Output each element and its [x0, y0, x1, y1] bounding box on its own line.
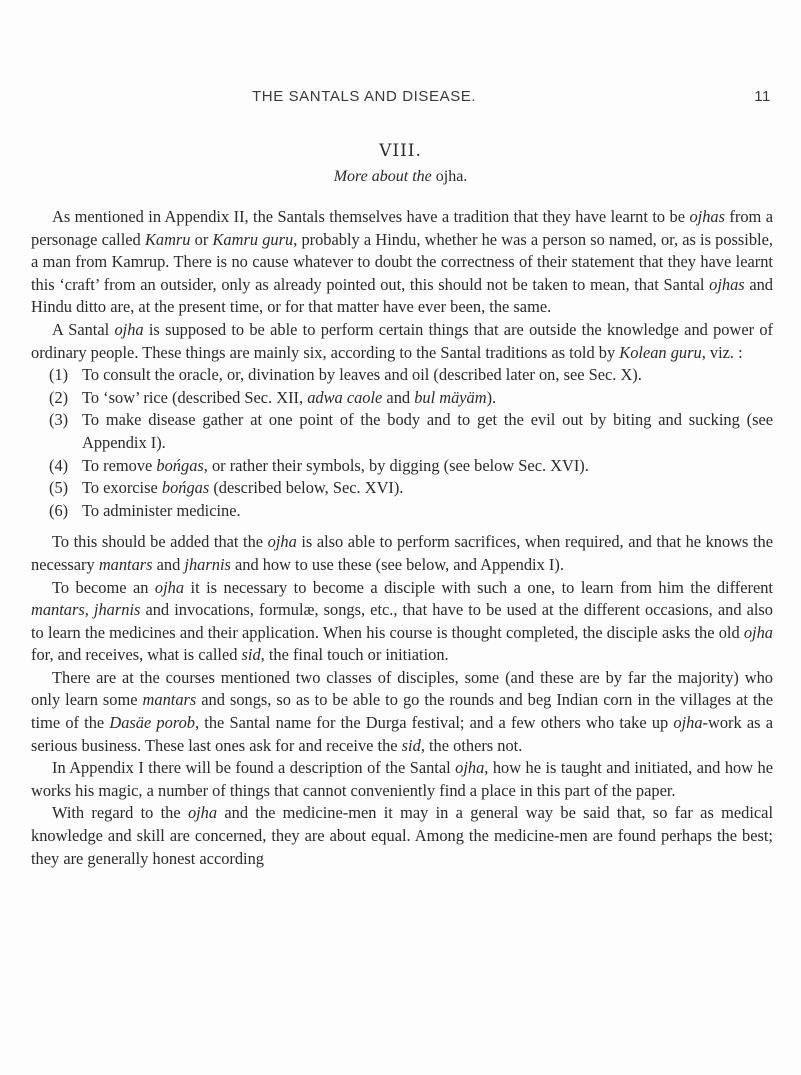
- list-item-5: [31, 477, 773, 500]
- p3-term-ojha: ojha: [267, 532, 297, 552]
- p7-text-c: and the medicine-men it may in a general way be said that, so far as medical knowledge and skill are concerned, they are about equal. Among the medicine-men are found perhaps the best; they are generally honest according: [31, 803, 773, 868]
- list-text: To exorcise: [82, 478, 162, 498]
- p4-text-i: for, and receives, what is called: [31, 645, 242, 665]
- p1-text-i: and Hindu ditto are, at the present time, or for that matter have ever been, the same.: [31, 274, 773, 317]
- p2-text-e: , viz. :: [701, 342, 743, 362]
- p3-text-c: is also able to perform sacrifices, when required, and that he knows the necessary: [31, 532, 773, 574]
- paragraph-6: [31, 757, 773, 802]
- p5-text-a: There are at the courses mentioned two classes of disciples, some (and these are by far the majority) who only learn some: [31, 667, 773, 710]
- list-text: To make disease gather at one point of the body and to get the evil out by biting and sucking (see Appendix I).: [82, 410, 773, 452]
- p3-text-g: and how to use these (see below, and Appendix I).: [230, 554, 564, 574]
- body-text: [31, 206, 773, 870]
- p6-text-a: In Appendix I there will be found a description of the Santal: [52, 758, 456, 778]
- list-text: and: [382, 387, 415, 407]
- p4-term-mantars: mantars: [31, 600, 85, 620]
- p1-term-ojhas: ojhas: [689, 207, 725, 226]
- p5-text-g: -work as a serious business. These last ones ask for and receive the: [31, 713, 773, 755]
- page-number: 11: [754, 88, 771, 105]
- p2-term-ojha: ojha: [114, 319, 144, 339]
- p4-text-c: it is necessary to become a disciple with such a one, to learn from him the different: [184, 577, 773, 597]
- p1-text-g: , probably a Hindu, whether he was a person so named, or, as is possible, a man from Kamrup. There is no cause whatever to doubt the correctness of their statement that they have learnt this ‘craft’ from an outsider, only as already pointed out, this should not be taken to mean, that Santal: [31, 229, 773, 294]
- p6-text-c: , how he is taught and initiated, and how he works his magic, a number of things that cannot conveniently find a place in this part of the paper.: [31, 758, 773, 800]
- list-text: , or rather their symbols, by digging (see below Sec. XVI).: [203, 455, 589, 475]
- p5-text-c: and songs, so as to be able to go the rounds and beg Indian corn in the villages at the time of the: [31, 690, 773, 733]
- list-number: (3): [49, 410, 69, 430]
- paragraph-2: [31, 319, 773, 364]
- paragraph-4: [31, 577, 773, 667]
- p3-term-mantars: mantars: [98, 554, 153, 574]
- p4-text-k: , the final touch or initiation.: [260, 645, 449, 665]
- p6-term-ojha: ojha: [455, 758, 485, 778]
- p3-text-a: To this should be added that the: [52, 532, 268, 552]
- list-text: (described below, Sec. XVI).: [209, 478, 404, 498]
- p1-text-c: from a personage called: [31, 207, 773, 249]
- list-number: (2): [49, 387, 69, 407]
- p1-term-ojhas-2: ojhas: [709, 274, 745, 294]
- section-subtitle: [0, 168, 801, 186]
- list-item-4: [31, 455, 773, 478]
- p7-text-a: With regard to the: [52, 803, 188, 823]
- list-item-1: [31, 364, 773, 387]
- list-term-bongas: bońgas: [161, 478, 210, 498]
- list-term-bongas: bońgas: [156, 455, 204, 475]
- running-title: THE SANTALS AND DISEASE.: [252, 88, 477, 105]
- list-number: (5): [49, 478, 69, 498]
- p4-term-ojha: ojha: [154, 577, 185, 597]
- paragraph-7: [31, 802, 773, 870]
- p4-term-ojha-2: ojha: [743, 622, 773, 642]
- p1-text-a: As mentioned in Appendix II, the Santals themselves have a tradition that they have learnt to be: [52, 207, 690, 226]
- p5-text-i: , the others not.: [420, 735, 523, 755]
- p5-term-ojha: ojha: [673, 713, 703, 733]
- list-item-2: [31, 387, 773, 410]
- p1-term-kamru-guru: Kamru guru: [212, 229, 294, 249]
- list-term-bul-mayam: bul mäyäm: [414, 387, 487, 407]
- p1-text-e: or: [190, 229, 213, 249]
- p2-text-c: is supposed to be able to perform certain things that are outside the knowledge and power of ordinary people. These things are mainly six, according to the Santal traditions as told by: [31, 319, 773, 362]
- p2-text-a: A Santal: [52, 319, 115, 339]
- paragraph-3: [31, 531, 773, 576]
- p4-term-sid: sid: [241, 645, 261, 665]
- list-term-adwa-caole: adwa caole: [307, 387, 383, 407]
- section-subtitle-plain: ojha.: [435, 168, 468, 185]
- p3-term-jharnis: jharnis: [184, 554, 231, 574]
- p5-term-mantars: mantars: [142, 690, 197, 710]
- list-item-6: [31, 500, 773, 523]
- p5-text-e: , the Santal name for the Durga festival; and a few others who take up: [194, 713, 674, 733]
- p7-term-ojha: ojha: [187, 803, 218, 823]
- section-number: VIII.: [379, 141, 422, 161]
- list-number: (1): [49, 365, 69, 385]
- list-number: (6): [49, 500, 69, 520]
- p4-text-g: and invocations, formulæ, songs, etc., that have to be used at the different occasions, and also to learn the medicines and their application. When his course is thought completed, the disciple asks the old: [31, 600, 774, 642]
- p4-text-a: To become an: [52, 577, 155, 597]
- list-item-3: [31, 409, 773, 454]
- list-number: (4): [49, 455, 69, 475]
- paragraph-5: [31, 667, 773, 757]
- paragraph-1: [31, 206, 773, 319]
- section-subtitle-italic: More about the: [333, 168, 432, 185]
- p2-term-kolean-guru: Kolean guru: [619, 342, 702, 362]
- p4-text-e: ,: [84, 600, 94, 620]
- list-text: To remove: [82, 455, 157, 475]
- p5-term-sid: sid: [401, 735, 421, 755]
- list-text: ).: [486, 387, 497, 407]
- list-text: To ‘sow’ rice (described Sec. XII,: [82, 387, 308, 407]
- p1-term-kamru: Kamru: [144, 229, 191, 249]
- p5-term-dasae-porob: Dasäe porob: [109, 713, 195, 733]
- p4-term-jharnis: jharnis: [93, 600, 141, 620]
- running-header: [0, 88, 801, 110]
- list-text: To administer medicine.: [82, 500, 241, 520]
- p3-text-e: and: [152, 554, 185, 574]
- list-text: To consult the oracle, or, divination by leaves and oil (described later on, see Sec. X).: [82, 365, 642, 385]
